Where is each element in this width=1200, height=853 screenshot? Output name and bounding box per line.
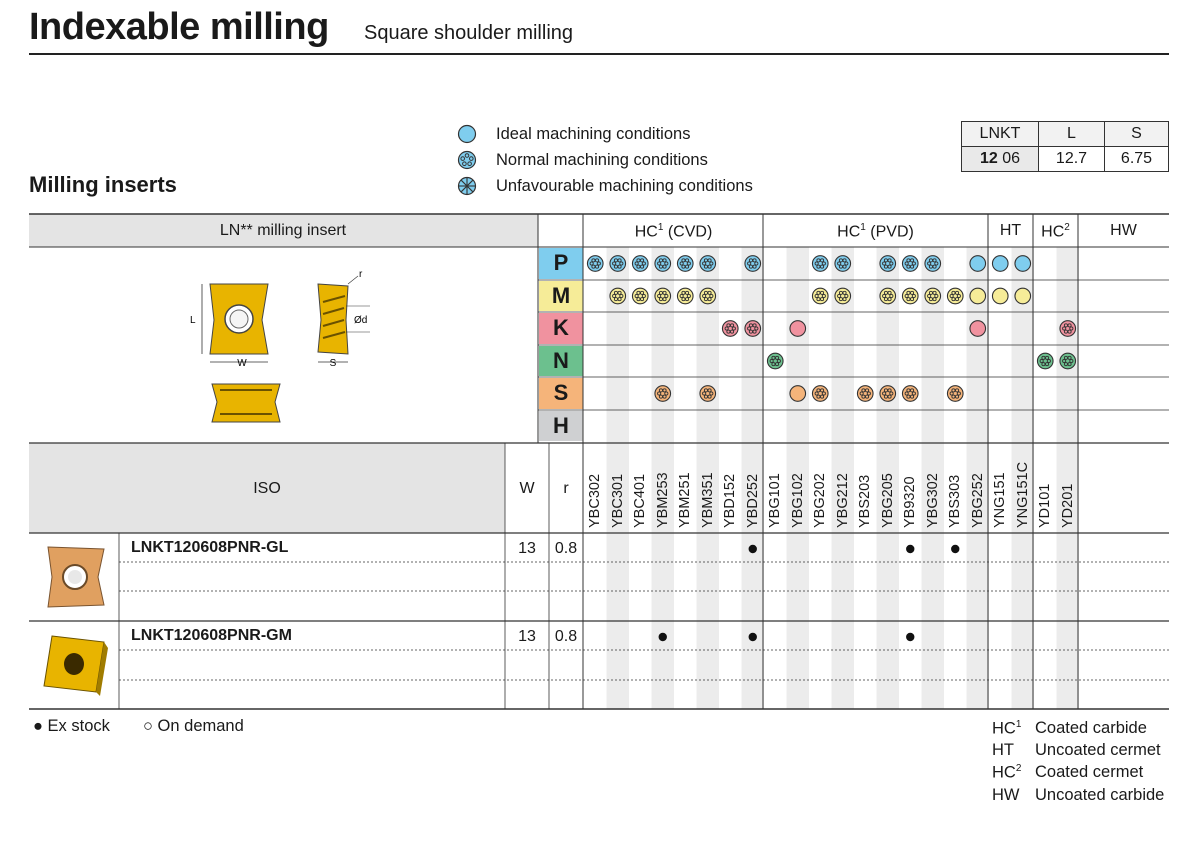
- abbr-hc1: [992, 719, 1021, 739]
- ideal-circle-icon: [992, 288, 1008, 304]
- ideal-circle-icon: [992, 256, 1008, 272]
- label-s: S: [329, 358, 337, 369]
- material-k: K: [553, 315, 569, 340]
- ideal-circle-icon: [970, 256, 986, 272]
- grade-label: YB9320: [902, 476, 918, 528]
- stock-dot: [659, 633, 667, 641]
- grade-label: YBD152: [722, 473, 738, 528]
- stock-dot: [749, 545, 757, 553]
- group-hc1-pvd-name: HC: [837, 223, 861, 241]
- group-hc1-cvd-suffix: (CVD): [663, 223, 713, 241]
- grade-label: YBG205: [879, 473, 896, 528]
- stock-dot: [951, 545, 959, 553]
- group-hc2: [1033, 222, 1078, 241]
- grade-label: YBC401: [632, 473, 648, 528]
- label-l: L: [190, 315, 196, 326]
- grade-label: YBM351: [699, 472, 716, 528]
- grade-label: YBM251: [677, 472, 693, 528]
- iso-header: ISO: [253, 480, 281, 497]
- stock-dot: [749, 633, 757, 641]
- material-p: P: [553, 250, 569, 275]
- insert-bottom-view: [212, 384, 280, 422]
- page-subtitle: Square shoulder milling: [364, 22, 574, 44]
- row-gm-w: 13: [518, 628, 536, 645]
- dim-l-value: 12.7: [1039, 147, 1105, 172]
- group-hc1-cvd: [584, 222, 763, 241]
- on-demand-note: ○ On demand: [143, 717, 244, 735]
- dim-header-lnkt: LNKT: [962, 122, 1039, 147]
- material-n: N: [553, 348, 569, 373]
- legend-normal-label: Normal machining conditions: [496, 150, 708, 169]
- ideal-circle-icon: [970, 288, 986, 304]
- row-gm-iso: LNKT120608PNR-GM: [131, 627, 292, 644]
- legend-unfavourable-label: Unfavourable machining conditions: [496, 176, 753, 195]
- ideal-circle-icon: [970, 321, 986, 337]
- group-hc2-name: HC: [1041, 223, 1065, 241]
- dim-size-main: 12: [979, 150, 998, 167]
- group-ht: HT: [999, 222, 1022, 239]
- row-gl-iso: LNKT120608PNR-GL: [131, 539, 289, 556]
- insert-photo-gl: [40, 543, 110, 611]
- abbr-hw: HW: [992, 786, 1020, 804]
- stock-dot: [906, 545, 914, 553]
- grade-label: YBC302: [587, 473, 603, 528]
- insert-top-view: [202, 284, 268, 362]
- stock-dot: [906, 633, 914, 641]
- grade-label: YBG252: [969, 473, 986, 528]
- grade-label: YBG202: [812, 473, 828, 528]
- group-hc1-pvd-sup: 1: [860, 222, 866, 233]
- legend-ideal-label: Ideal machining conditions: [496, 124, 691, 143]
- dim-header-l: L: [1039, 122, 1105, 147]
- grade-label: YBS303: [947, 474, 963, 528]
- dim-s-value: 6.75: [1105, 147, 1169, 172]
- abbr-hc1-code: HC: [992, 719, 1016, 738]
- ideal-circle-icon: [790, 386, 806, 402]
- grade-label: YBM253: [654, 472, 671, 528]
- group-hc1-cvd-sup: 1: [657, 222, 664, 233]
- ideal-circle-icon: [790, 321, 806, 337]
- group-hc1-cvd-name: HC: [634, 223, 658, 241]
- dim-header-s: S: [1105, 122, 1169, 147]
- ideal-circle-icon: [1015, 256, 1031, 272]
- abbr-hc1-desc: Coated carbide: [1035, 719, 1147, 737]
- w-header: W: [519, 480, 535, 497]
- row-gl-w: 13: [518, 540, 536, 557]
- abbr-hc2: [992, 763, 1021, 783]
- insert-photo-gm: [38, 630, 110, 698]
- insert-drawing: [180, 262, 380, 432]
- grade-column-stripe: [1057, 247, 1080, 709]
- grade-label: YBG102: [789, 473, 806, 528]
- grade-label: YBG302: [924, 473, 941, 528]
- page-title: Indexable milling: [29, 6, 329, 48]
- grade-label: YBS203: [857, 474, 873, 528]
- abbr-hc2-sup: 2: [1015, 763, 1022, 774]
- ideal-circle-icon: [1015, 288, 1031, 304]
- ex-stock-note: ● Ex stock: [33, 717, 110, 735]
- grade-label: YD101: [1037, 483, 1053, 528]
- abbr-hc2-code: HC: [992, 763, 1016, 782]
- dim-size-sub: 06: [1002, 150, 1021, 167]
- abbr-hw-desc: Uncoated carbide: [1035, 786, 1165, 804]
- group-hw: HW: [1110, 222, 1137, 239]
- material-m: M: [551, 283, 571, 308]
- section-title: Milling inserts: [29, 172, 177, 197]
- grade-label: YBD252: [744, 473, 761, 528]
- abbr-ht-desc: Uncoated cermet: [1035, 741, 1161, 759]
- material-h: H: [553, 413, 569, 438]
- grade-label: YBG101: [767, 473, 783, 528]
- group-hc1-pvd: [763, 222, 988, 241]
- label-w: W: [237, 358, 247, 369]
- r-header: r: [563, 480, 569, 497]
- grade-label: YBG212: [834, 473, 851, 528]
- row-gl-r: 0.8: [554, 540, 578, 557]
- abbr-ht: HT: [992, 741, 1014, 759]
- grade-label: YNG151C: [1014, 461, 1031, 528]
- material-s: S: [553, 380, 569, 405]
- abbr-hc1-sup: 1: [1015, 719, 1022, 730]
- group-hc1-pvd-suffix: (PVD): [865, 223, 914, 241]
- grade-label: YBC301: [609, 473, 626, 528]
- group-hc2-sup: 2: [1064, 222, 1070, 233]
- label-d: Ød: [354, 315, 368, 326]
- insert-header: LN** milling insert: [219, 222, 347, 239]
- label-r: r: [359, 269, 363, 280]
- grade-label: YNG151: [992, 472, 1008, 528]
- grade-label: YD201: [1059, 483, 1076, 528]
- row-gm-r: 0.8: [554, 628, 578, 645]
- abbr-hc2-desc: Coated cermet: [1035, 763, 1144, 781]
